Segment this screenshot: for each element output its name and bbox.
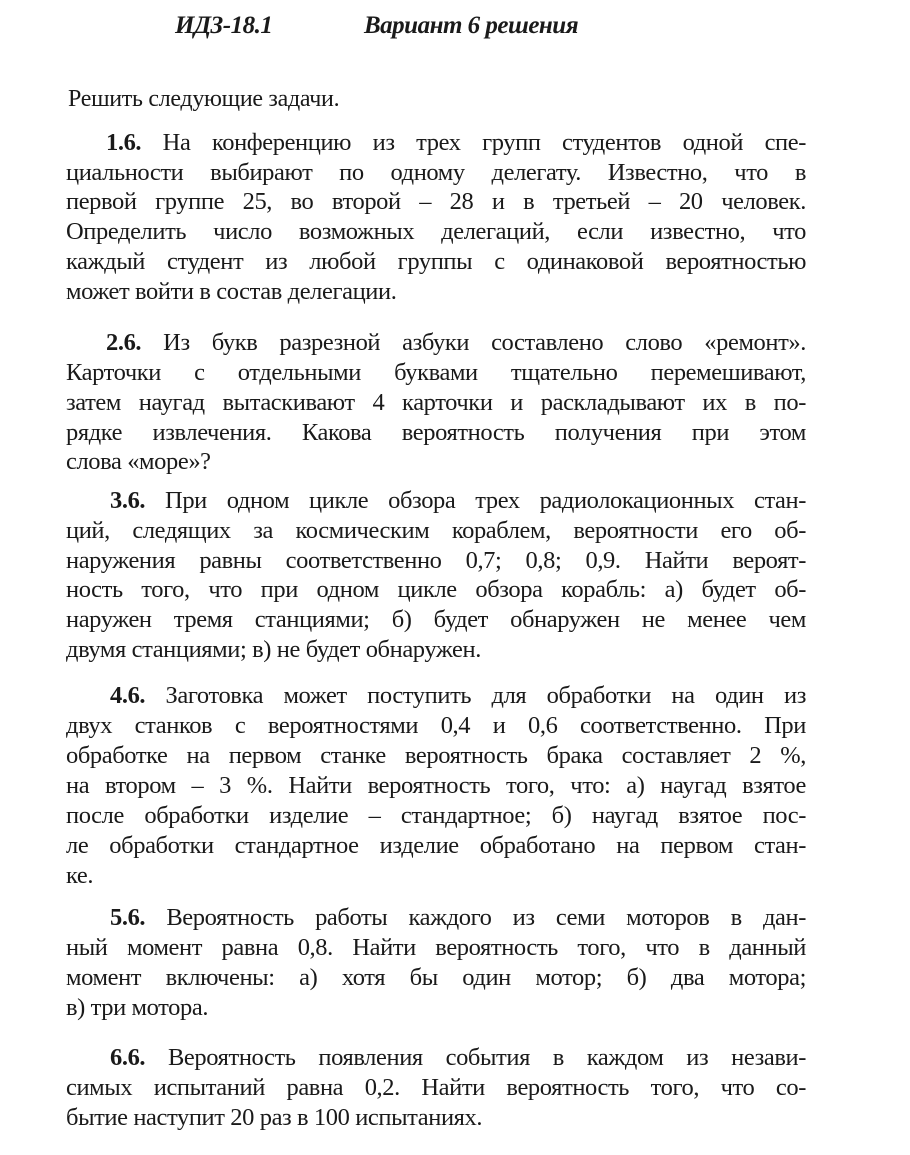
- problem-line: ность того, что при одном цикле обзора корабль: а) будет об-: [66, 576, 806, 603]
- problem-line: циальности выбирают по одному делегату. Известно, что в: [66, 159, 806, 186]
- problem-number: 1.6.: [106, 129, 142, 156]
- problem-line: 6.6. Вероятность появления события в каждом из незави-: [110, 1044, 806, 1071]
- document-id: ИДЗ-18.1: [175, 12, 273, 39]
- problem-line: первой группе 25, во второй – 28 и в третьей – 20 человек.: [66, 188, 806, 215]
- problem-line: ный момент равна 0,8. Найти вероятность того, что в данный: [66, 934, 806, 961]
- problem-line: Карточки с отдельными буквами тщательно перемешивают,: [66, 359, 806, 386]
- problem-line: каждый студент из любой группы с одинаковой вероятностью: [66, 248, 806, 275]
- problem-line: Определить число возможных делегаций, если известно, что: [66, 218, 806, 245]
- problem-line: двух станков с вероятностями 0,4 и 0,6 соответственно. При: [66, 712, 806, 739]
- problem-line: слова «море»?: [66, 448, 211, 475]
- problem-line: двумя станциями; в) не будет обнаружен.: [66, 636, 481, 663]
- problem-line: обработке на первом станке вероятность брака составляет 2 %,: [66, 742, 806, 769]
- problem-number: 6.6.: [110, 1044, 146, 1071]
- problem-line: на втором – 3 %. Найти вероятность того, что: а) наугад взятое: [66, 772, 806, 799]
- problem-line: бытие наступит 20 раз в 100 испытаниях.: [66, 1104, 483, 1131]
- problem-number: 2.6.: [106, 329, 142, 356]
- problem-number: 3.6.: [110, 487, 146, 514]
- problem-line: симых испытаний равна 0,2. Найти вероятность того, что со-: [66, 1074, 806, 1101]
- variant-title: Вариант 6 решения: [364, 12, 579, 39]
- problem-line: 1.6. На конференцию из трех групп студентов одной спе-: [106, 129, 806, 156]
- problem-line: затем наугад вытаскивают 4 карточки и раскладывают их в по-: [66, 389, 806, 416]
- problem-line: наружения равны соответственно 0,7; 0,8; 0,9. Найти вероят-: [66, 547, 806, 574]
- problem-line: ке.: [66, 862, 94, 889]
- problem-line: рядке извлечения. Какова вероятность получения при этом: [66, 419, 806, 446]
- problem-line: ле обработки стандартное изделие обработано на первом стан-: [66, 832, 806, 859]
- problem-line: 5.6. Вероятность работы каждого из семи моторов в дан-: [110, 904, 806, 931]
- problem-line: 4.6. Заготовка может поступить для обработки на один из: [110, 682, 806, 709]
- problem-line: 2.6. Из букв разрезной азбуки составлено слово «ремонт».: [106, 329, 806, 356]
- intro-text: Решить следующие задачи.: [68, 86, 340, 112]
- problem-line: момент включены: а) хотя бы один мотор; б) два мотора;: [66, 964, 806, 991]
- problem-line: наружен тремя станциями; б) будет обнаружен не менее чем: [66, 606, 806, 633]
- problem-line: ций, следящих за космическим кораблем, вероятности его об-: [66, 517, 806, 544]
- problem-line: после обработки изделие – стандартное; б) наугад взятое пос-: [66, 802, 806, 829]
- problem-number: 4.6.: [110, 682, 146, 709]
- problem-line: в) три мотора.: [66, 994, 209, 1021]
- problem-line: 3.6. При одном цикле обзора трех радиолокационных стан-: [110, 487, 806, 514]
- problem-number: 5.6.: [110, 904, 146, 931]
- problem-line: может войти в состав делегации.: [66, 278, 397, 305]
